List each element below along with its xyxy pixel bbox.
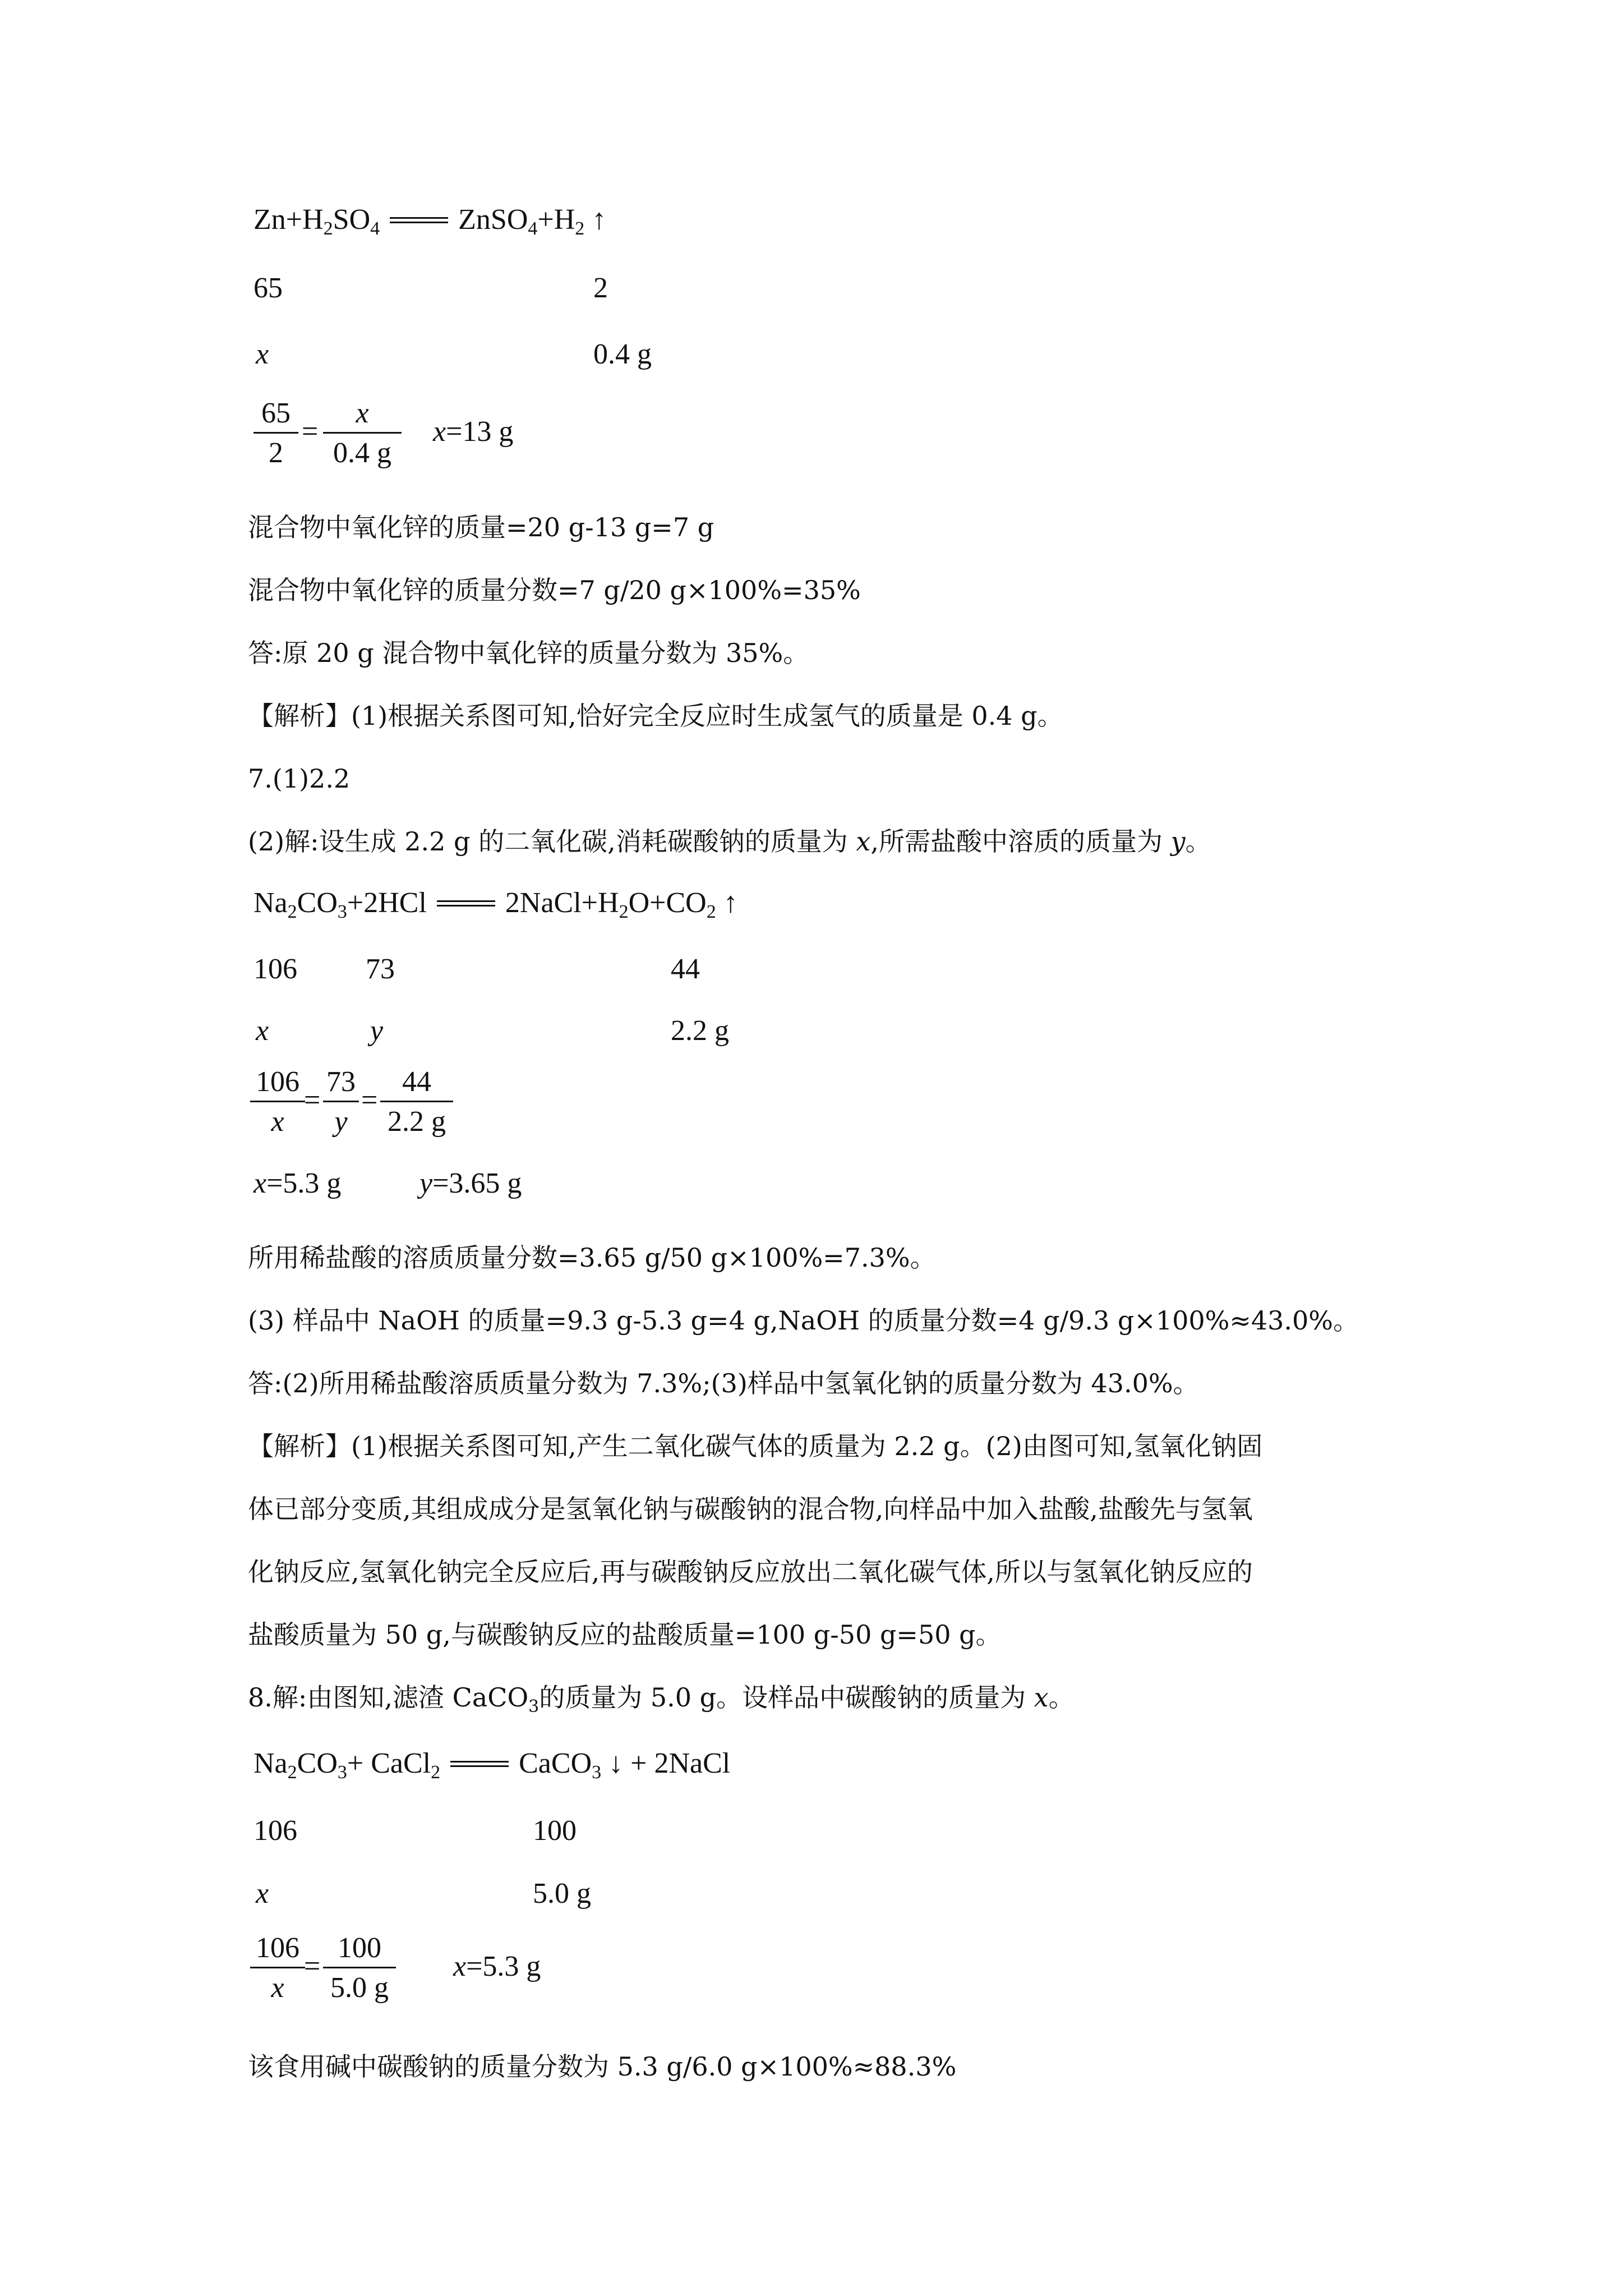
ratio-fraction-b: $\frac{100}{5.0 g}$ — [323, 1932, 396, 2004]
zno-fraction-line: 混合物中氧化锌的质量分数=7 g/20 g×100%=35% — [248, 575, 861, 605]
var-row-left: x — [256, 338, 269, 370]
answer-line-7: 答:(2)所用稀盐酸溶质质量分数为 7.3%;(3)样品中氢氧化钠的质量分数为 43.0%。 — [248, 1368, 1199, 1398]
result-y: y=3.65 g — [419, 1167, 522, 1199]
answer-line-6: 答:原 20 g 混合物中氧化锌的质量分数为 35%。 — [248, 638, 809, 668]
mass-row-a: 106 — [253, 953, 297, 985]
ratio-fraction-b: $\frac{73}{y}$ — [323, 1066, 359, 1138]
ratio-fraction-a: $\frac{106}{x}$ — [250, 1066, 305, 1138]
hcl-fraction-line: 所用稀盐酸的溶质质量分数=3.65 g/50 g×100%=7.3%。 — [248, 1243, 936, 1273]
analysis-6: 【解析】(1)根据关系图可知,恰好完全反应时生成氢气的质量是 0.4 g。 — [248, 701, 1063, 731]
q7-part1: 7.(1)2.2 — [248, 763, 351, 794]
equals-double-bar — [437, 900, 495, 907]
analysis-7-line-2: 体已部分变质,其组成成分是氢氧化钠与碳酸钠的混合物,向样品中加入盐酸,盐酸先与氢氧 — [248, 1494, 1253, 1524]
equals-double-bar — [390, 217, 448, 223]
ratio-fraction-2: $\frac{x}{0.4 g}$ — [323, 397, 402, 470]
ratio-result: x=5.3 g — [453, 1950, 541, 1982]
gas-up-arrow-icon: ↑ — [723, 887, 738, 919]
equation-na2co3-hcl: $Na_2CO_3+2HCl$ $2NaCl+H_2O+CO_2$ ↑ — [253, 887, 738, 922]
var-row-a: x — [256, 1878, 269, 1910]
q8-intro: 8.解:由图知,滤渣 CaCO$_3$的质量为 5.0 g。设样品中碳酸钠的质量为 x。 — [248, 1682, 1075, 1717]
ratio-fraction-c: $\frac{44}{2.2 g}$ — [380, 1066, 453, 1138]
na2co3-fraction-line: 该食用碱中碳酸钠的质量分数为 5.3 g/6.0 g×100%≈88.3% — [248, 2051, 957, 2082]
ratio-result: x=13 g — [433, 416, 514, 448]
var-row-a: x — [256, 1015, 269, 1047]
equation-na2co3-cacl2: $Na_2CO_3+$ CaCl$_2$ CaCO$_3$ ↓ + 2NaCl — [253, 1747, 731, 1783]
analysis-label: 【解析】 — [248, 1431, 351, 1461]
var-row-b: 5.0 g — [533, 1878, 591, 1910]
var-row-right: 0.4 g — [593, 338, 652, 370]
equals-double-bar — [450, 1761, 509, 1767]
mass-row-b: 100 — [533, 1815, 577, 1847]
zno-mass-line: 混合物中氧化锌的质量=20 g-13 g=7 g — [248, 512, 714, 542]
mass-row-right: 2 — [593, 272, 608, 304]
mass-row-left: 65 — [253, 272, 283, 304]
mass-row-b: 73 — [366, 953, 395, 985]
var-row-b: y — [370, 1015, 384, 1047]
ratio-equals-2: = — [361, 1084, 378, 1116]
var-row-c: 2.2 g — [671, 1015, 729, 1047]
analysis-label: 【解析】 — [248, 701, 351, 731]
ratio-fraction-1: $\frac{65}{2}$ — [253, 397, 298, 470]
ratio-fraction-a: $\frac{106}{x}$ — [250, 1932, 305, 2004]
gas-up-arrow-icon: ↑ — [592, 204, 607, 236]
result-x: x=5.3 g — [253, 1167, 342, 1199]
mass-row-c: 44 — [671, 953, 700, 985]
analysis-7-line-4: 盐酸质量为 50 g,与碳酸钠反应的盐酸质量=100 g-50 g=50 g。 — [248, 1619, 1002, 1650]
ratio-equals-1: = — [304, 1084, 321, 1116]
ratio-equals: = — [302, 416, 319, 448]
mass-row-a: 106 — [253, 1815, 297, 1847]
equation-zn-h2so4: $Zn+H_2SO_4$ $ZnSO_4+H_2$ ↑ — [253, 204, 607, 239]
analysis-7-line-1: 【解析】(1)根据关系图可知,产生二氧化碳气体的质量为 2.2 g。(2)由图可知,氢氧化钠固 — [248, 1431, 1263, 1461]
q7-part2-setup: (2)解:设生成 2.2 g 的二氧化碳,消耗碳酸钠的质量为 x,所需盐酸中溶质的质量为 y。 — [248, 826, 1211, 857]
q7-part3: (3) 样品中 NaOH 的质量=9.3 g-5.3 g=4 g,NaOH 的质量分数=4 g/9.3 g×100%≈43.0%。 — [248, 1305, 1359, 1336]
ratio-equals: = — [304, 1950, 321, 1982]
analysis-7-line-3: 化钠反应,氢氧化钠完全反应后,再与碳酸钠反应放出二氧化碳气体,所以与氢氧化钠反应的 — [248, 1557, 1253, 1587]
